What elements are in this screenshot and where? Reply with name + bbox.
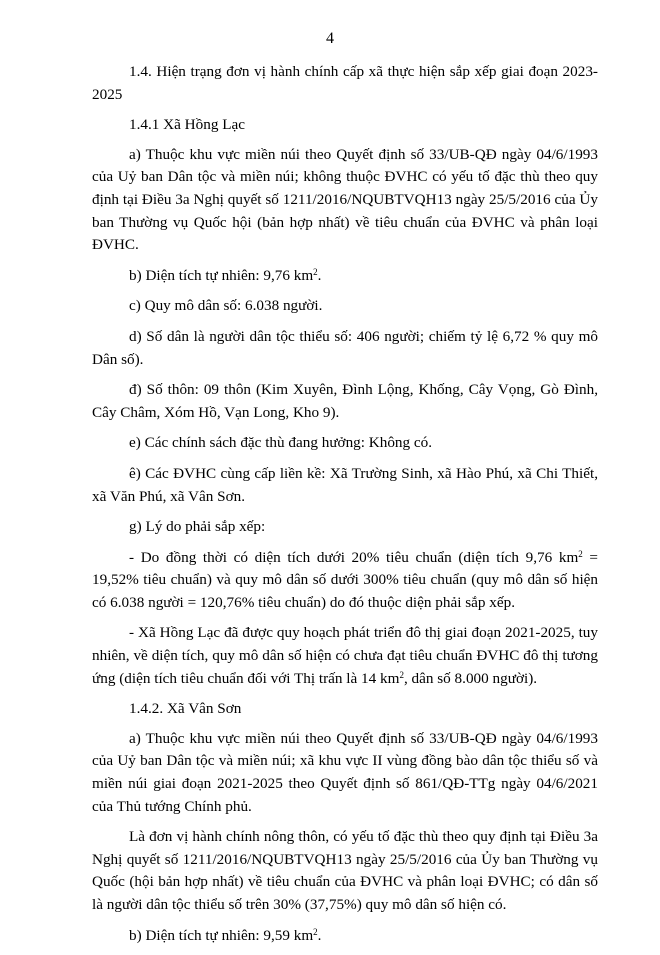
section-heading-1-4: 1.4. Hiện trạng đơn vị hành chính cấp xã thực hiện sắp xếp giai đoạn 2023-2025 xyxy=(92,63,598,103)
hong-lac-item-g: g) Lý do phải sắp xếp: xyxy=(129,518,266,536)
hong-lac-reason-1: - Do đồng thời có diện tích dưới 20% tiêu chuẩn (diện tích 9,76 $km^2 = 19,52\%$ tiêu chuẩn) và quy mô dân số dưới 300% tiêu chuẩn (quy mô dân số hiện có 6.038 người = 120,76% tiêu chuẩn) do đó thuộc diện phải sắp xếp. xyxy=(92,548,598,611)
hong-lac-item-c: c) Quy mô dân số: 6.038 người. xyxy=(129,297,323,315)
document-body xyxy=(92,61,598,955)
hong-lac-reason-2: - Xã Hồng Lạc đã được quy hoạch phát triển đô thị giai đoạn 2021-2025, tuy nhiên, về diện tích, quy mô dân số hiện có chưa đạt tiêu chuẩn ĐVHC đô thị tương ứng (diện tích tiêu chuẩn đối với Thị trấn là 14 $km^2$, dân số 8.000 người). xyxy=(92,624,598,687)
page-number: 4 xyxy=(326,30,334,47)
hong-lac-item-ee: ê) Các ĐVHC cùng cấp liền kề: Xã Trường Sinh, xã Hào Phú, xã Chi Thiết, xã Văn Phú, xã Vân Sơn. xyxy=(92,464,598,505)
hong-lac-item-e: e) Các chính sách đặc thù đang hưởng: Không có. xyxy=(129,434,433,452)
hong-lac-item-d: d) Số dân là người dân tộc thiểu số: 406 người; chiếm tỷ lệ 6,72 % quy mô Dân số). xyxy=(92,327,598,368)
hong-lac-item-a: a) Thuộc khu vực miền núi theo Quyết định số 33/UB-QĐ ngày 04/6/1993 của Uỷ ban Dân tộc và miền núi; không thuộc ĐVHC có yếu tố đặc thù theo quy định tại Điều 3a Nghị quyết số 1211/2016/NQUBTVQH13 ngày 25/5/2016 của Ủy ban Thường vụ Quốc hội (bản hợp nhất) về tiêu chuẩn của ĐVHC và phân loại ĐVHC. xyxy=(92,145,598,254)
van-son-item-b: b) Diện tích tự nhiên: 9,59 $km^2$. xyxy=(129,926,322,944)
subsection-heading-hong-lac: 1.4.1 Xã Hồng Lạc xyxy=(129,116,245,134)
hong-lac-item-b: b) Diện tích tự nhiên: 9,76 $km^2$. xyxy=(129,266,322,284)
hong-lac-item-dd: đ) Số thôn: 09 thôn (Kim Xuyên, Đình Lộng, Khống, Cây Vọng, Gò Đình, Cây Châm, Xóm Hồ, Vạn Long, Kho 9). xyxy=(92,381,598,421)
van-son-item-a: a) Thuộc khu vực miền núi theo Quyết định số 33/UB-QĐ ngày 04/6/1993 của Uỷ ban Dân tộc và miền núi; xã khu vực II vùng đồng bào dân tộc thiểu số và miền núi giai đoạn 2021-2025 theo Quyết định số 861/QĐ-TTg ngày 04/6/2021 của Thủ tướng Chính phủ. xyxy=(92,729,598,815)
subsection-heading-van-son: 1.4.2. Xã Vân Sơn xyxy=(129,700,242,718)
van-son-paragraph: Là đơn vị hành chính nông thôn, có yếu tố đặc thù theo quy định tại Điều 3a Nghị quyết số 1211/2016/NQUBTVQH13 ngày 25/5/2016 của Ủy ban Thường vụ Quốc (hội bản hợp nhất) về tiêu chuẩn của ĐVHC và phân loại ĐVHC; có dân số là người dân tộc thiểu số trên 30% (37,75%) quy mô dân số hiện có. xyxy=(92,828,598,913)
